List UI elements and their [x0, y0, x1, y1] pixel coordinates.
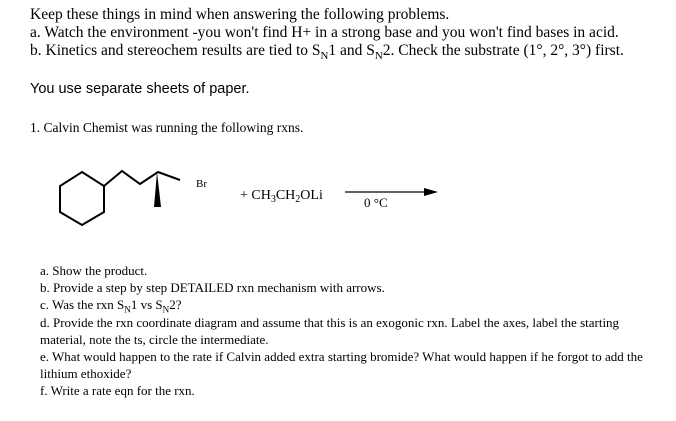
- part-e: e. What would happen to the rate if Calvin added extra starting bromide? What would happen if he forgot to add the lithium ethoxide?: [40, 349, 643, 381]
- reagent-formula: + $CH_3CH_2OLi$: [240, 188, 323, 205]
- bromine-label: Br: [196, 178, 207, 190]
- part-f: f. Write a rate eqn for the rxn.: [40, 383, 195, 398]
- wedge-bond: [154, 172, 161, 207]
- instruction-item-b: b. Kinetics and stereochem results are tied to $S_N1$ and $S_N2$. Check the substrate (1°, 2°, 3°) first.: [30, 42, 624, 63]
- cyclohexane-ring: [60, 172, 104, 225]
- carbon-chain: [104, 171, 180, 186]
- part-d: d. Provide the rxn coordinate diagram and assume that this is an exogonic rxn. Label the axes, label the starting material, note the ts, circle the intermediate.: [40, 315, 620, 347]
- part-a: a. Show the product.: [40, 263, 148, 278]
- question-1-prompt: 1. Calvin Chemist was running the following rxns.: [30, 120, 304, 135]
- part-c: c. Was the rxn $S_N1$ vs $S_N2$?: [40, 297, 182, 315]
- instruction-item-a: a. Watch the environment -you won't find H+ in a strong base and you won't find bases in acid.: [30, 24, 619, 41]
- reaction-condition: 0 °C: [364, 195, 388, 210]
- paper-note: You use separate sheets of paper.: [30, 81, 250, 97]
- instructions-heading: Keep these things in mind when answering the following problems.: [30, 6, 450, 23]
- reaction-scheme: [0, 150, 676, 250]
- arrow-head-icon: [424, 188, 438, 196]
- part-b: b. Provide a step by step DETAILED rxn mechanism with arrows.: [40, 280, 385, 295]
